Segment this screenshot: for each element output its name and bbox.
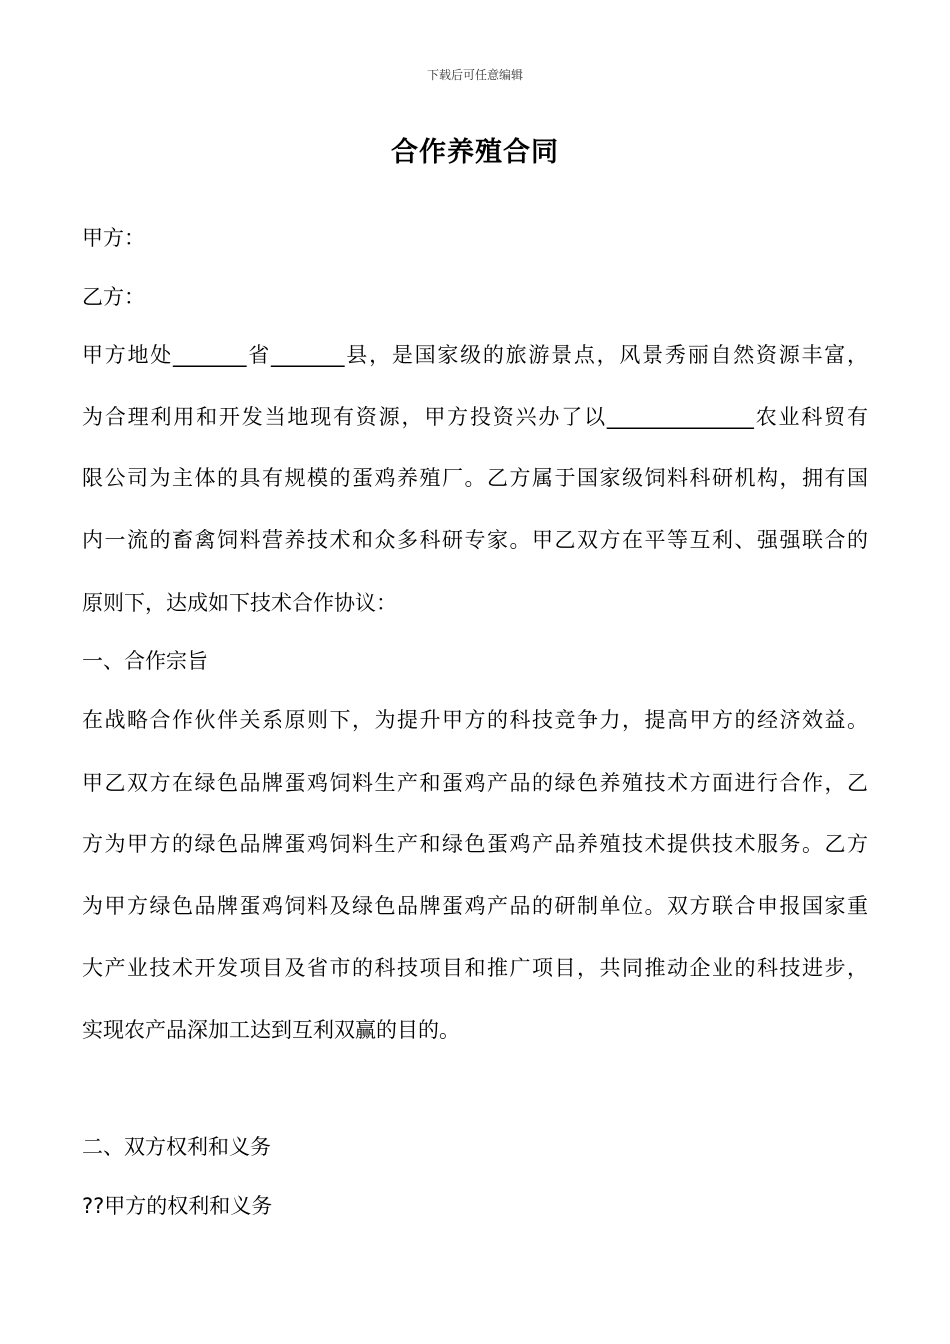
document-title: 合作养殖合同 <box>391 137 559 168</box>
paragraph-line: 大产业技术开发项目及省市的科技项目和推广项目，共同推动企业的科技进步， <box>82 956 868 980</box>
paragraph-line: 原则下，达成如下技术合作协议： <box>82 591 397 615</box>
subsection-heading: ??甲方的权利和义务 <box>82 1194 273 1218</box>
paragraph-line: 在战略合作伙伴关系原则下，为提升甲方的科技竞争力，提高甲方的经济效益。 <box>82 708 868 732</box>
paragraph-line: 甲方地处_______省_______县，是国家级的旅游景点，风景秀丽自然资源丰富， <box>82 343 868 367</box>
paragraph-line: 为合理利用和开发当地现有资源，甲方投资兴办了以______________农业科贸有 <box>82 405 868 429</box>
paragraph-line: 方为甲方的绿色品牌蛋鸡饲料生产和绿色蛋鸡产品养殖技术提供技术服务。乙方 <box>82 832 868 856</box>
section-heading-2: 二、双方权利和义务 <box>82 1135 271 1159</box>
page-header-note: 下载后可任意编辑 <box>426 68 523 82</box>
paragraph-line: 为甲方绿色品牌蛋鸡饲料及绿色品牌蛋鸡产品的研制单位。双方联合申报国家重 <box>82 894 868 918</box>
party-b-line: 乙方： <box>82 285 145 309</box>
paragraph-line: 甲乙双方在绿色品牌蛋鸡饲料生产和蛋鸡产品的绿色养殖技术方面进行合作，乙 <box>82 771 868 795</box>
section-heading-1: 一、合作宗旨 <box>82 649 208 673</box>
party-a-line: 甲方： <box>82 226 145 250</box>
paragraph-line: 内一流的畜禽饲料营养技术和众多科研专家。甲乙双方在平等互利、强强联合的 <box>82 528 868 552</box>
paragraph-line: 实现农产品深加工达到互利双赢的目的。 <box>82 1018 460 1042</box>
paragraph-line: 限公司为主体的具有规模的蛋鸡养殖厂。乙方属于国家级饲料科研机构，拥有国 <box>82 466 868 490</box>
